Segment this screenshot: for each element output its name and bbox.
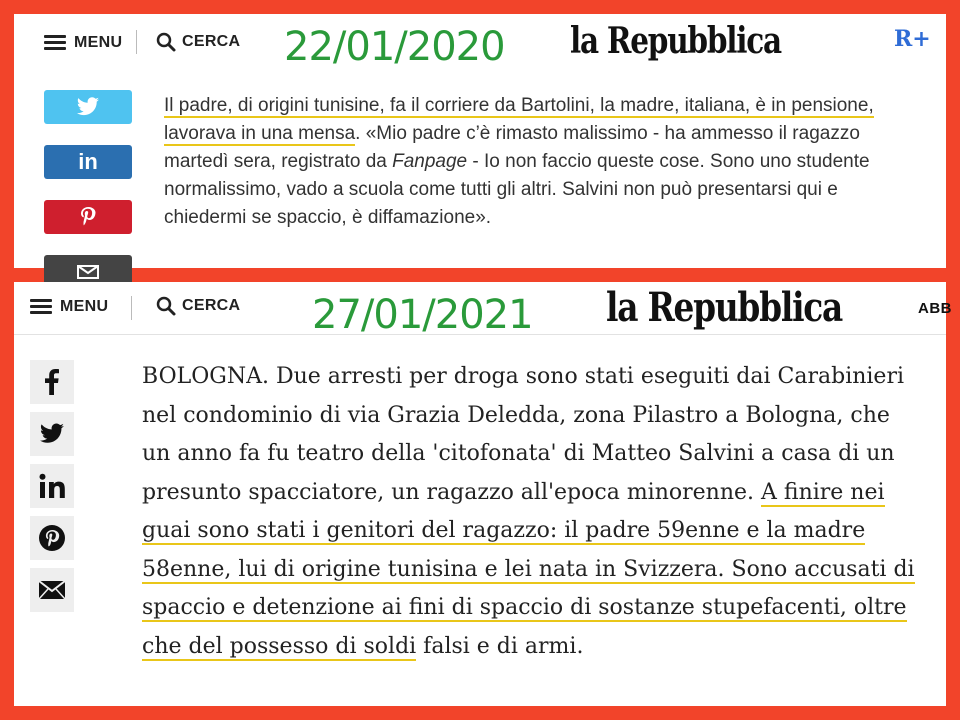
linkedin-icon [39, 473, 65, 499]
body-text: . «Mio padre c’è rimasto malissimo - ha ammesso il ragazzo martedì sera, registrato da [164, 123, 860, 172]
twitter-icon [76, 97, 100, 117]
linkedin-icon: in [78, 149, 98, 174]
share-facebook-button[interactable] [30, 360, 74, 404]
premium-badge[interactable] [894, 26, 931, 52]
highlighted-text: A finire nei guai sono stati i genitori del ragazzo: il padre 59enne e la madre 58enne, lui di origine tunisina e lei nata in Svizzera. Sono accusati di spaccio e detenzione ai fini di spaccio di sostanze stupefacenti, oltre che del possesso di soldi [142, 479, 915, 659]
share-linkedin-button[interactable] [30, 464, 74, 508]
body-text-tail: falsi e di armi. [416, 633, 584, 659]
search-button[interactable] [156, 296, 240, 316]
email-icon [38, 580, 66, 600]
body-text: BOLOGNA. Due arresti per droga sono stati eseguiti dai Carabinieri nel condominio di via Grazia Deledda, zona Pilastro a Bologna, che un anno fa fu teatro della 'citofonata' di Matteo Salvini a casa di un presunto spacciatore, un ragazzo all'epoca minorenne. [142, 364, 905, 505]
source-name: Fanpage [392, 151, 468, 172]
search-label: CERCA [182, 297, 241, 314]
subscribe-link[interactable]: ABB [918, 300, 952, 317]
hamburger-icon [30, 296, 52, 317]
pinterest-icon [38, 524, 66, 552]
share-twitter-button[interactable] [30, 412, 74, 456]
date-stamp: 22/01/2020 [284, 24, 505, 70]
facebook-icon [45, 369, 59, 395]
share-email-button[interactable] [30, 568, 74, 612]
header-divider [131, 296, 132, 320]
site-logo[interactable]: la Repubblica [570, 20, 781, 62]
twitter-icon [39, 423, 65, 445]
site-header [14, 282, 952, 338]
site-header [14, 14, 946, 72]
menu-button[interactable] [30, 296, 108, 317]
hamburger-icon [44, 32, 66, 53]
share-pinterest-button[interactable] [44, 200, 132, 234]
share-twitter-button[interactable] [44, 90, 132, 124]
search-button[interactable] [156, 32, 240, 52]
article-screenshot-2021 [14, 282, 952, 706]
menu-label: MENU [60, 297, 109, 315]
share-linkedin-button[interactable] [44, 145, 132, 179]
pinterest-icon [79, 206, 97, 228]
menu-label: MENU [74, 33, 123, 51]
article-screenshot-2020 [14, 14, 946, 268]
share-pinterest-button[interactable] [30, 516, 74, 560]
search-icon [156, 32, 176, 52]
site-logo[interactable]: la Repubblica [606, 284, 843, 331]
date-stamp: 27/01/2021 [312, 292, 533, 338]
article-body [164, 92, 924, 232]
header-divider [136, 30, 137, 54]
menu-button[interactable] [44, 32, 122, 53]
highlighted-text: Il padre, di origini tunisine, fa il corriere da Bartolini, la madre, italiana, è in pensione, lavorava in una mensa [164, 95, 874, 144]
article-body [142, 358, 922, 666]
body-text-continued: - Io non faccio queste cose. Sono uno studente normalissimo, vado a scuola come tutti gli altri. Salvini non può presentarsi qui e chiedermi se spaccio, è diffamazione». [164, 151, 870, 228]
premium-badge-label: R+ [894, 26, 931, 52]
search-icon [156, 296, 176, 316]
search-label: CERCA [182, 33, 241, 50]
email-icon [77, 265, 99, 279]
